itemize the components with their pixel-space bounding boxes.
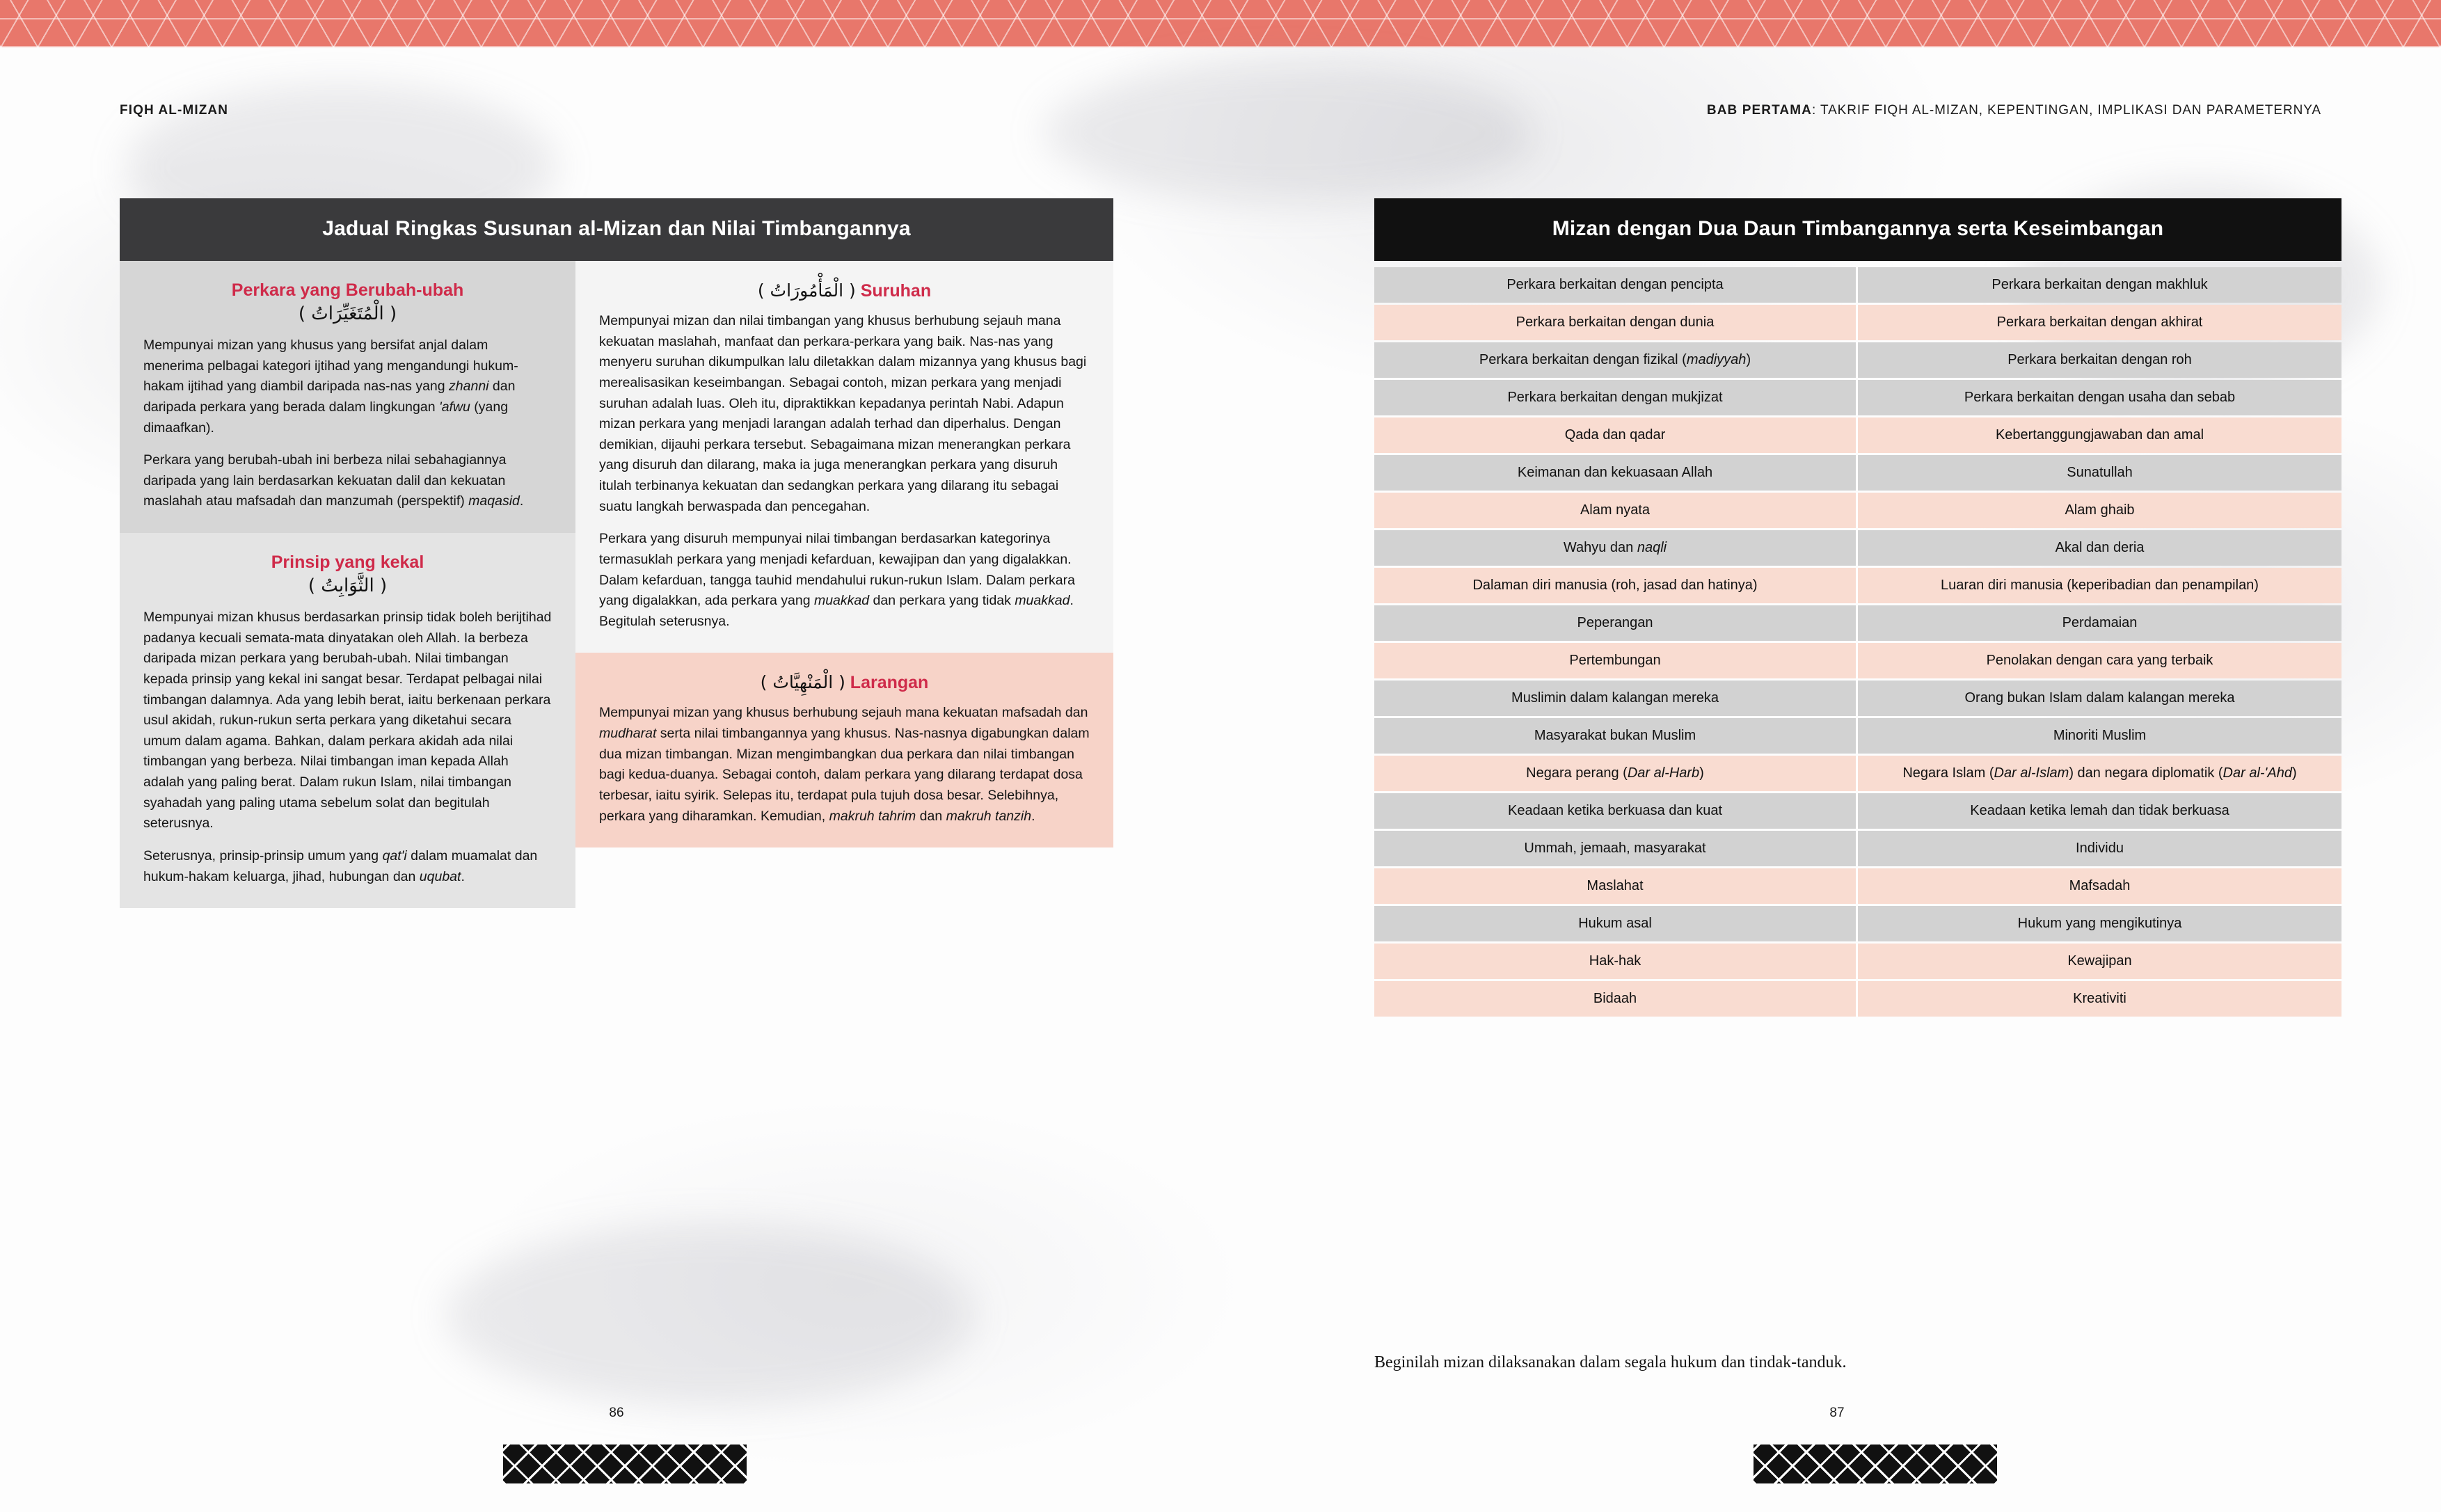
table-row	[1374, 305, 2341, 340]
cell-body-prinsip-p1: Mempunyai mizan khusus berdasarkan prinsip tidak boleh berijtihad padanya kecuali semata-mata dinyatakan oleh Allah. Ia berbeza daripada mizan perkara yang berubah-ubah. Nilai timbangan kepada prinsip yang kekal ini sangat besar. Terdapat pelbagai nilai timbangan dalamnya. Ada yang lebih berat, iaitu berkenaan perkara usul akidah, rukun-rukun serta perkara yang diketahui secara umum dalam agama. Bahkan, dalam perkara akidah ada nilai timbangan yang berbeza. Nilai timbangan iman kepada Allah adalah yang paling berat. Dalam rukun Islam, nilai timbangan syahadah yang paling utama sebelum solat dan begitulah seterusnya.	[143, 610, 552, 831]
mizan-comparison-table	[1374, 265, 2341, 1019]
table-cell-left: Peperangan	[1374, 605, 1858, 641]
table-row	[1374, 643, 2341, 678]
cell-perkara-berubah	[120, 261, 575, 533]
ornamental-top-band	[0, 0, 2441, 47]
table-cell-left: Hak-hak	[1374, 944, 1858, 979]
table-cell-left: Negara perang (Dar al-Harb)	[1374, 756, 1858, 791]
cell-prinsip-kekal	[120, 533, 575, 908]
running-head-right	[1707, 103, 2321, 118]
running-head-right-bold: BAB PERTAMA	[1706, 103, 1812, 118]
table-cell-right: Negara Islam (Dar al-Islam) dan negara diplomatik (Dar al-'Ahd)	[1858, 756, 2341, 791]
right-panel-title: Mizan dengan Dua Daun Timbangannya serta Keseimbangan	[1374, 198, 2341, 261]
table-row	[1374, 868, 2341, 904]
table-row	[1374, 342, 2341, 378]
right-page-table-panel	[1374, 198, 2341, 1019]
cell-title-berubah: Perkara yang Berubah-ubah	[231, 280, 464, 300]
table-cell-right: Perkara berkaitan dengan roh	[1858, 342, 2341, 378]
table-cell-left: Keimanan dan kekuasaan Allah	[1374, 455, 1858, 491]
running-head-right-rest: : TAKRIF FIQH AL-MIZAN, KEPENTINGAN, IMPLIKASI DAN PARAMETERNYA	[1811, 103, 2321, 118]
table-cell-left: Masyarakat bukan Muslim	[1374, 718, 1858, 754]
table-row	[1374, 681, 2341, 716]
table-row	[1374, 906, 2341, 941]
cell-title-larangan-text: Larangan	[850, 673, 929, 693]
cell-arabic-larangan: ( الْمَنْهِيَّاتُ )	[760, 672, 845, 693]
table-cell-right: Alam ghaib	[1858, 493, 2341, 528]
footer-ornament-right	[1754, 1445, 1997, 1483]
page-number-right: 87	[1829, 1406, 1845, 1420]
cell-body-prinsip-p2: Seterusnya, prinsip-prinsip umum yang qat'i dalam muamalat dan hukum-hakam keluarga, jihad, hubungan dan uqubat.	[143, 847, 538, 884]
table-cell-left: Perkara berkaitan dengan fizikal (madiyyah)	[1374, 342, 1858, 378]
table-cell-left: Muslimin dalam kalangan mereka	[1374, 681, 1858, 716]
table-row	[1374, 831, 2341, 866]
table-cell-right: Perdamaian	[1858, 605, 2341, 641]
table-cell-right: Sunatullah	[1858, 455, 2341, 491]
table-cell-right: Perkara berkaitan dengan makhluk	[1858, 267, 2341, 303]
page-number-left: 86	[609, 1406, 624, 1420]
table-cell-right: Akal dan deria	[1858, 530, 2341, 566]
left-column	[120, 261, 575, 908]
table-cell-left: Keadaan ketika berkuasa dan kuat	[1374, 793, 1858, 829]
cell-larangan	[575, 653, 1113, 847]
left-panel-title: Jadual Ringkas Susunan al-Mizan dan Nilai Timbangannya	[120, 198, 1113, 261]
table-row	[1374, 605, 2341, 641]
closing-note: Beginilah mizan dilaksanakan dalam segala hukum dan tindak-tanduk.	[1374, 1353, 1847, 1371]
cell-body-berubah-p2: Perkara yang berubah-ubah ini berbeza nilai sebahagiannya daripada yang lain berdasarkan kekuatan dalil dan kekuatan maslahah atau mafsadah dan manzumah (perspektif) maqasid.	[143, 452, 524, 509]
table-row	[1374, 455, 2341, 491]
cell-title-prinsip: Prinsip yang kekal	[271, 552, 424, 572]
table-row	[1374, 981, 2341, 1017]
table-cell-right: Minoriti Muslim	[1858, 718, 2341, 754]
cell-arabic-prinsip: ( الثَّوَابِتُ )	[308, 575, 388, 596]
marble-texture	[1044, 63, 1531, 202]
cell-title-larangan	[599, 672, 1090, 693]
cell-title-suruhan	[599, 280, 1090, 301]
table-cell-left: Qada dan qadar	[1374, 417, 1858, 453]
table-cell-right: Luaran diri manusia (keperibadian dan penampilan)	[1858, 568, 2341, 603]
table-cell-left: Dalaman diri manusia (roh, jasad dan hatinya)	[1374, 568, 1858, 603]
table-cell-right: Kebertanggungjawaban dan amal	[1858, 417, 2341, 453]
cell-title-suruhan-text: Suruhan	[860, 281, 932, 301]
cell-body-suruhan-p1: Mempunyai mizan dan nilai timbangan yang khusus berhubung sejauh mana kekuatan maslahah, manfaat dan perkara-perkara yang baik. Nas-nas yang menyeru suruhan dikumpulkan lalu diletakkan dalam mizannya yang khusus bagi merealisasikan keseimbangan. Sebagai contoh, mizan perkara yang menjadi suruhan adalah luas. Oleh itu, dipraktikkan kepadanya perintah Nabi. Adapun mizan perkara yang menjadi larangan adalah terhad dan diperhalus. Dengan demikian, dijauhi perkara tersebut. Sebagaimana mizan menerangkan perkara yang disuruh dan dilarang, maka ia juga menerangkan perkara yang disuruh itulah terbinanya kekuatan dan sedangkan perkara yang dilarang itu sebagai suatu langkah berwaspada dan pencegahan.	[599, 313, 1087, 514]
table-row	[1374, 718, 2341, 754]
left-panel-columns	[120, 261, 1113, 908]
cell-body-berubah-p1: Mempunyai mizan yang khusus yang bersifat anjal dalam menerima pelbagai kategori ijtihad yang mengandungi hukum-hakam ijtihad yang diambil daripada nas-nas yang zhanni dan daripada perkara yang berada dalam lingkungan 'afwu (yang dimaafkan).	[143, 337, 518, 436]
table-row	[1374, 493, 2341, 528]
table-cell-left: Maslahat	[1374, 868, 1858, 904]
table-cell-left: Bidaah	[1374, 981, 1858, 1017]
table-cell-left: Wahyu dan naqli	[1374, 530, 1858, 566]
table-cell-left: Alam nyata	[1374, 493, 1858, 528]
table-row	[1374, 793, 2341, 829]
table-cell-left: Perkara berkaitan dengan dunia	[1374, 305, 1858, 340]
cell-arabic-suruhan: ( الْمَأْمُورَاتُ )	[757, 280, 856, 301]
table-row	[1374, 568, 2341, 603]
table-row	[1374, 267, 2341, 303]
table-cell-left: Ummah, jemaah, masyarakat	[1374, 831, 1858, 866]
table-row	[1374, 417, 2341, 453]
table-row	[1374, 756, 2341, 791]
table-cell-right: Perkara berkaitan dengan usaha dan sebab	[1858, 380, 2341, 415]
right-column	[575, 261, 1113, 908]
table-cell-right: Individu	[1858, 831, 2341, 866]
cell-arabic-berubah: ( الْمُتَغَيِّرَاتُ )	[298, 303, 397, 324]
left-page-table-panel	[120, 198, 1113, 908]
table-cell-right: Mafsadah	[1858, 868, 2341, 904]
footer-ornament-left	[503, 1445, 747, 1483]
running-head-left: FIQH AL-MIZAN	[120, 103, 229, 118]
table-cell-left: Hukum asal	[1374, 906, 1858, 941]
table-cell-right: Penolakan dengan cara yang terbaik	[1858, 643, 2341, 678]
table-row	[1374, 944, 2341, 979]
table-cell-left: Perkara berkaitan dengan mukjizat	[1374, 380, 1858, 415]
table-row	[1374, 530, 2341, 566]
table-cell-left: Pertembungan	[1374, 643, 1858, 678]
table-cell-right: Kewajipan	[1858, 944, 2341, 979]
cell-suruhan	[575, 261, 1113, 653]
table-cell-left: Perkara berkaitan dengan pencipta	[1374, 267, 1858, 303]
table-cell-right: Orang bukan Islam dalam kalangan mereka	[1858, 681, 2341, 716]
cell-body-larangan-p1: Mempunyai mizan yang khusus berhubung sejauh mana kekuatan mafsadah dan mudharat serta nilai timbangannya yang khusus. Nas-nasnya digabungkan dalam dua mizan timbangan. Mizan mengimbangkan dua perkara dan nilai timbangan bagi kedua-duanya. Sebagai contoh, dalam perkara yang dilarang terdapat dosa terbesar, iaitu syirik. Selepas itu, terdapat pula tujuh dosa besar. Selebihnya, perkara yang diharamkan. Kemudian, makruh tahrim dan makruh tanzih.	[599, 705, 1090, 824]
table-cell-right: Kreativiti	[1858, 981, 2341, 1017]
marble-texture	[445, 1225, 974, 1406]
table-cell-right: Hukum yang mengikutinya	[1858, 906, 2341, 941]
table-cell-right: Perkara berkaitan dengan akhirat	[1858, 305, 2341, 340]
cell-body-suruhan-p2: Perkara yang disuruh mempunyai nilai timbangan berdasarkan kategorinya termasuklah perkara yang menjadi kefarduan, kewajipan dan yang digalakkan. Dalam kefarduan, tangga tauhid mendahului rukun-rukun Islam. Dalam perkara yang digalakkan, ada perkara yang muakkad dan perkara yang tidak muakkad. Begitulah seterusnya.	[599, 531, 1075, 629]
table-cell-right: Keadaan ketika lemah dan tidak berkuasa	[1858, 793, 2341, 829]
table-row	[1374, 380, 2341, 415]
